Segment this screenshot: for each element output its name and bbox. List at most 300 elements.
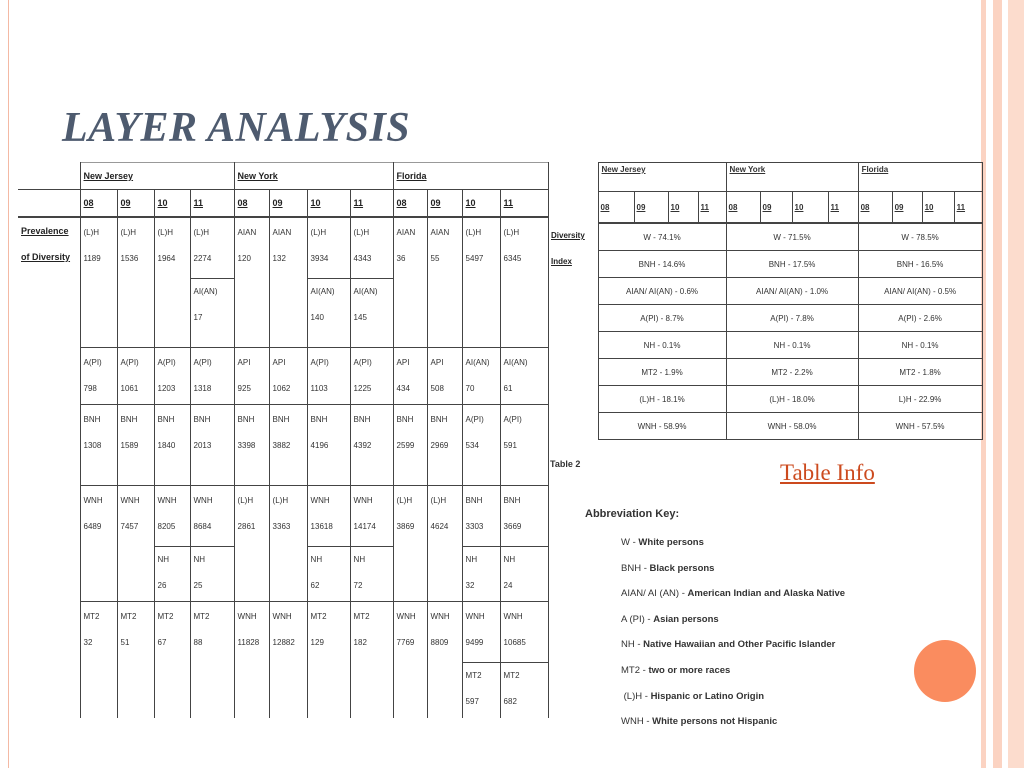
edge-stripe — [993, 0, 1002, 768]
data-cell — [154, 217, 190, 348]
cell-value: (L)H — [120, 228, 137, 237]
cell-value: WNH — [120, 496, 140, 505]
cell-value: 1061 — [120, 384, 139, 393]
abbreviation-term: WNH - — [621, 716, 650, 728]
table-info-link[interactable]: Table Info — [780, 460, 875, 485]
cell-value: NH — [310, 555, 323, 564]
data-cell — [190, 217, 234, 348]
cell-value: BNH — [503, 496, 521, 505]
data-cell — [117, 486, 154, 602]
cell-value: 3303 — [465, 522, 484, 531]
cell-value: 12882 — [272, 638, 295, 647]
year-header: 08 — [726, 192, 760, 224]
year-header: 11 — [698, 192, 726, 224]
data-cell — [117, 602, 154, 719]
cell-value: 682 — [503, 697, 517, 706]
cell-value: WNH — [396, 612, 416, 621]
corner-cell — [548, 192, 598, 224]
cell-value: A(PI) — [353, 358, 372, 367]
cell-value: 2013 — [193, 441, 212, 450]
year-header: 10 — [307, 190, 350, 218]
abbreviation-list — [585, 530, 845, 735]
data-cell — [307, 217, 350, 348]
year-header: 10 — [922, 192, 954, 224]
cell-value: 182 — [353, 638, 367, 647]
index-cell: WNH - 58.9% — [598, 413, 726, 440]
data-cell — [462, 486, 500, 602]
cell-value: 51 — [120, 638, 130, 647]
state-header-florida: Florida — [858, 163, 982, 192]
cell-value: BNH — [396, 415, 414, 424]
cell-value: 3934 — [310, 254, 329, 263]
data-cell — [234, 217, 269, 348]
corner-cell — [548, 163, 598, 192]
cell-value: API — [430, 358, 444, 367]
cell-value: 1840 — [157, 441, 176, 450]
row-label-line: Prevalence — [21, 226, 69, 236]
cell-value: 1589 — [120, 441, 139, 450]
cell-value: A(PI) — [83, 358, 102, 367]
index-cell: MT2 - 1.9% — [598, 359, 726, 386]
abbreviation-desc: Native Hawaiian and Other Pacific Islander — [643, 639, 836, 651]
year-header: 08 — [858, 192, 892, 224]
cell-value: BNH — [193, 415, 211, 424]
cell-value: (L)H — [310, 228, 327, 237]
data-cell — [393, 486, 427, 602]
cell-value: 8809 — [430, 638, 449, 647]
data-cell — [234, 602, 269, 719]
cell-value: 7457 — [120, 522, 139, 531]
cell-value: 132 — [272, 254, 286, 263]
cell-value: 1308 — [83, 441, 102, 450]
cell-subgroup — [308, 546, 350, 599]
data-cell — [462, 217, 500, 348]
year-header: 09 — [269, 190, 307, 218]
abbreviation-item — [621, 607, 845, 633]
abbreviation-term: AIAN/ AI (AN) - — [621, 588, 685, 600]
cell-value: 17 — [193, 313, 203, 322]
cell-value: 26 — [157, 581, 167, 590]
data-cell — [427, 405, 462, 486]
cell-value: MT2 — [120, 612, 137, 621]
abbreviation-item — [621, 658, 845, 684]
year-header: 11 — [954, 192, 982, 224]
data-cell — [80, 405, 117, 486]
cell-value: AI(AN) — [310, 287, 335, 296]
year-header: 09 — [427, 190, 462, 218]
cell-value: WNH — [353, 496, 373, 505]
cell-value: 67 — [157, 638, 167, 647]
data-cell — [350, 405, 393, 486]
cell-value: 9499 — [465, 638, 484, 647]
data-cell — [393, 348, 427, 405]
cell-value: 72 — [353, 581, 363, 590]
cell-value: A(PI) — [310, 358, 329, 367]
cell-value: NH — [503, 555, 516, 564]
year-header: 08 — [80, 190, 117, 218]
cell-value: 3869 — [396, 522, 415, 531]
data-cell — [500, 405, 548, 486]
cell-value: 2969 — [430, 441, 449, 450]
cell-value: 14174 — [353, 522, 376, 531]
data-cell — [190, 602, 234, 719]
row-label-prevalence — [18, 217, 80, 718]
data-cell — [307, 486, 350, 602]
year-header: 09 — [117, 190, 154, 218]
data-cell — [307, 405, 350, 486]
cell-value: 3398 — [237, 441, 256, 450]
cell-value: 129 — [310, 638, 324, 647]
cell-value: 6345 — [503, 254, 522, 263]
state-header-new-jersey: New Jersey — [598, 163, 726, 192]
cell-value: 88 — [193, 638, 203, 647]
data-cell — [462, 405, 500, 486]
cell-subgroup — [155, 546, 190, 599]
index-cell: WNH - 58.0% — [726, 413, 858, 440]
data-cell — [269, 602, 307, 719]
left-edge-line — [8, 0, 9, 768]
cell-value: 1062 — [272, 384, 291, 393]
data-cell — [350, 348, 393, 405]
year-header: 11 — [190, 190, 234, 218]
cell-value: 2599 — [396, 441, 415, 450]
index-cell: L)H - 22.9% — [858, 386, 982, 413]
cell-value: 13618 — [310, 522, 333, 531]
cell-value: MT2 — [310, 612, 327, 621]
cell-value: WNH — [465, 612, 485, 621]
cell-value: WNH — [430, 612, 450, 621]
cell-value: 3882 — [272, 441, 291, 450]
cell-value: AIAN — [430, 228, 450, 237]
cell-value: 4196 — [310, 441, 329, 450]
cell-value: (L)H — [193, 228, 210, 237]
cell-value: API — [396, 358, 410, 367]
cell-value: WNH — [272, 612, 292, 621]
cell-subgroup — [463, 662, 500, 715]
state-header-new-york: New York — [726, 163, 858, 192]
cell-subgroup — [501, 546, 548, 599]
cell-value: WNH — [157, 496, 177, 505]
cell-value: WNH — [83, 496, 103, 505]
index-cell: A(PI) - 2.6% — [858, 305, 982, 332]
cell-value: 140 — [310, 313, 324, 322]
index-cell: NH - 0.1% — [598, 332, 726, 359]
data-cell — [393, 602, 427, 719]
cell-value: BNH — [83, 415, 101, 424]
cell-value: 4343 — [353, 254, 372, 263]
data-cell — [190, 486, 234, 602]
cell-subgroup — [191, 278, 234, 331]
abbreviation-item — [621, 684, 845, 710]
row-label-line: of Diversity — [21, 252, 71, 262]
cell-value: A(PI) — [503, 415, 522, 424]
abbreviation-item — [621, 530, 845, 556]
cell-value: 62 — [310, 581, 320, 590]
abbreviation-item — [621, 709, 845, 735]
data-cell — [117, 405, 154, 486]
data-cell — [350, 217, 393, 348]
cell-value: 1103 — [310, 384, 328, 393]
cell-value: BNH — [465, 496, 483, 505]
data-cell — [154, 405, 190, 486]
data-cell — [234, 348, 269, 405]
cell-value: 32 — [465, 581, 475, 590]
data-cell — [500, 602, 548, 719]
corner-cell — [18, 163, 80, 190]
data-cell — [80, 486, 117, 602]
abbreviation-desc: Black persons — [649, 562, 715, 574]
cell-value: 3669 — [503, 522, 522, 531]
cell-value: 508 — [430, 384, 444, 393]
cell-value: 120 — [237, 254, 251, 263]
abbreviation-term: A (PI) - — [621, 613, 651, 625]
data-cell — [80, 602, 117, 719]
abbreviation-term: NH - — [621, 639, 641, 651]
abbreviation-desc: White persons not Hispanic — [652, 716, 778, 728]
cell-value: NH — [465, 555, 478, 564]
cell-subgroup — [351, 546, 393, 599]
cell-value: 145 — [353, 313, 367, 322]
cell-value: 61 — [503, 384, 513, 393]
cell-value: AI(AN) — [353, 287, 378, 296]
cell-value: 1203 — [157, 384, 176, 393]
abbreviation-key-title: Abbreviation Key: — [585, 508, 680, 520]
cell-subgroup — [463, 546, 500, 599]
cell-value: 434 — [396, 384, 410, 393]
cell-value: API — [237, 358, 251, 367]
data-cell — [269, 405, 307, 486]
year-header: 08 — [598, 192, 634, 224]
data-cell — [427, 348, 462, 405]
cell-value: (L)H — [157, 228, 174, 237]
cell-value: (L)H — [430, 496, 447, 505]
cell-value: (L)H — [237, 496, 254, 505]
cell-value: 7769 — [396, 638, 415, 647]
cell-value: WNH — [237, 612, 257, 621]
cell-value: WNH — [193, 496, 213, 505]
index-cell: BNH - 16.5% — [858, 251, 982, 278]
cell-value: (L)H — [465, 228, 482, 237]
cell-value: WNH — [310, 496, 330, 505]
cell-subgroup — [308, 278, 350, 331]
cell-value: 1225 — [353, 384, 372, 393]
year-header: 10 — [462, 190, 500, 218]
cell-value: API — [272, 358, 286, 367]
abbreviation-term: MT2 - — [621, 664, 646, 676]
cell-value: 55 — [430, 254, 440, 263]
abbreviation-term: BNH - — [621, 562, 647, 574]
cell-value: BNH — [157, 415, 175, 424]
cell-value: 70 — [465, 384, 475, 393]
abbreviation-item — [621, 632, 845, 658]
decorative-circle — [914, 640, 976, 702]
cell-value: 8205 — [157, 522, 176, 531]
data-cell — [393, 217, 427, 348]
index-cell: A(PI) - 7.8% — [726, 305, 858, 332]
year-header: 09 — [760, 192, 792, 224]
slide-title: LAYER ANALYSIS — [62, 105, 411, 151]
cell-value: 25 — [193, 581, 203, 590]
cell-value: 591 — [503, 441, 517, 450]
state-header-new-jersey: New Jersey — [80, 163, 234, 190]
cell-value: 8684 — [193, 522, 212, 531]
abbreviation-item — [621, 556, 845, 582]
abbreviation-item — [621, 581, 845, 607]
cell-value: A(PI) — [465, 415, 484, 424]
cell-value: 925 — [237, 384, 251, 393]
cell-value: 5497 — [465, 254, 484, 263]
cell-value: A(PI) — [120, 358, 139, 367]
cell-value: 1964 — [157, 254, 176, 263]
row-label-line: Index — [551, 257, 572, 266]
cell-value: 10685 — [503, 638, 526, 647]
cell-value: AI(AN) — [465, 358, 490, 367]
data-cell — [350, 486, 393, 602]
data-cell — [269, 486, 307, 602]
data-cell — [500, 486, 548, 602]
cell-value: 2861 — [237, 522, 256, 531]
cell-value: 798 — [83, 384, 97, 393]
abbreviation-desc: White persons — [638, 537, 704, 548]
cell-subgroup — [351, 278, 393, 331]
cell-value: 32 — [83, 638, 93, 647]
index-cell: (L)H - 18.0% — [726, 386, 858, 413]
index-cell: AIAN/ AI(AN) - 1.0% — [726, 278, 858, 305]
cell-value: MT2 — [503, 671, 520, 680]
cell-value: MT2 — [353, 612, 370, 621]
cell-subgroup — [191, 546, 234, 599]
index-cell: A(PI) - 8.7% — [598, 305, 726, 332]
year-header: 11 — [350, 190, 393, 218]
cell-value: AI(AN) — [503, 358, 528, 367]
cell-value: 36 — [396, 254, 406, 263]
index-cell: BNH - 14.6% — [598, 251, 726, 278]
corner-cell — [18, 190, 80, 218]
year-header: 10 — [668, 192, 698, 224]
edge-stripe — [1008, 0, 1024, 768]
cell-value: (L)H — [272, 496, 289, 505]
index-cell: BNH - 17.5% — [726, 251, 858, 278]
data-cell — [427, 602, 462, 719]
cell-value: MT2 — [157, 612, 174, 621]
data-cell — [462, 602, 500, 719]
cell-value: (L)H — [353, 228, 370, 237]
prevalence-table — [18, 162, 549, 718]
data-cell — [154, 348, 190, 405]
cell-value: (L)H — [503, 228, 520, 237]
cell-value: WNH — [503, 612, 523, 621]
year-header: 09 — [634, 192, 668, 224]
abbreviation-term: W - — [621, 537, 636, 548]
cell-value: BNH — [353, 415, 371, 424]
cell-value: 1536 — [120, 254, 139, 263]
table-2-caption: Table 2 — [550, 459, 581, 469]
data-cell — [80, 348, 117, 405]
data-cell — [269, 217, 307, 348]
cell-value: BNH — [237, 415, 255, 424]
index-cell: NH - 0.1% — [726, 332, 858, 359]
data-cell — [427, 217, 462, 348]
state-header-new-york: New York — [234, 163, 393, 190]
cell-value: AI(AN) — [193, 287, 218, 296]
cell-value: MT2 — [465, 671, 482, 680]
cell-value: 6489 — [83, 522, 102, 531]
data-cell — [307, 602, 350, 719]
cell-value: A(PI) — [193, 358, 212, 367]
cell-value: 4392 — [353, 441, 372, 450]
data-cell — [500, 217, 548, 348]
cell-value: AIAN — [237, 228, 257, 237]
index-cell: W - 74.1% — [598, 223, 726, 251]
cell-value: 11828 — [237, 638, 260, 647]
row-label-line: Diversity — [551, 231, 585, 240]
cell-value: NH — [193, 555, 206, 564]
cell-value: BNH — [272, 415, 290, 424]
year-header: 08 — [393, 190, 427, 218]
index-cell: W - 78.5% — [858, 223, 982, 251]
cell-value: NH — [353, 555, 366, 564]
index-cell: W - 71.5% — [726, 223, 858, 251]
abbreviation-term: (L)H - — [621, 690, 648, 702]
data-cell — [154, 486, 190, 602]
data-cell — [190, 405, 234, 486]
data-cell — [462, 348, 500, 405]
cell-value: AIAN — [396, 228, 416, 237]
cell-value: 1318 — [193, 384, 212, 393]
year-header: 11 — [828, 192, 858, 224]
data-cell — [154, 602, 190, 719]
data-cell — [307, 348, 350, 405]
row-label-diversity — [548, 223, 598, 440]
cell-value: BNH — [430, 415, 448, 424]
data-cell — [500, 348, 548, 405]
year-header: 08 — [234, 190, 269, 218]
cell-value: 1189 — [83, 254, 101, 263]
index-cell: WNH - 57.5% — [858, 413, 982, 440]
index-cell: AIAN/ AI(AN) - 0.6% — [598, 278, 726, 305]
data-cell — [117, 348, 154, 405]
cell-value: 24 — [503, 581, 513, 590]
index-cell: NH - 0.1% — [858, 332, 982, 359]
cell-value: MT2 — [83, 612, 100, 621]
state-header-florida: Florida — [393, 163, 548, 190]
cell-value: 4624 — [430, 522, 449, 531]
cell-value: A(PI) — [157, 358, 176, 367]
abbreviation-desc: two or more races — [648, 664, 731, 676]
data-cell — [269, 348, 307, 405]
year-header: 09 — [892, 192, 922, 224]
index-cell: (L)H - 18.1% — [598, 386, 726, 413]
cell-subgroup — [501, 662, 548, 715]
data-cell — [117, 217, 154, 348]
cell-value: BNH — [120, 415, 138, 424]
abbreviation-desc: American Indian and Alaska Native — [687, 588, 846, 600]
data-cell — [234, 405, 269, 486]
abbreviation-desc: Asian persons — [653, 613, 719, 625]
index-cell: AIAN/ AI(AN) - 0.5% — [858, 278, 982, 305]
cell-value: NH — [157, 555, 170, 564]
cell-value: 2274 — [193, 254, 212, 263]
data-cell — [234, 486, 269, 602]
cell-value: 3363 — [272, 522, 291, 531]
abbreviation-desc: Hispanic or Latino Origin — [650, 690, 765, 702]
abbreviation-key — [585, 508, 845, 735]
cell-value: 534 — [465, 441, 479, 450]
year-header: 10 — [792, 192, 828, 224]
year-header: 11 — [500, 190, 548, 218]
cell-value: AIAN — [272, 228, 292, 237]
data-cell — [80, 217, 117, 348]
